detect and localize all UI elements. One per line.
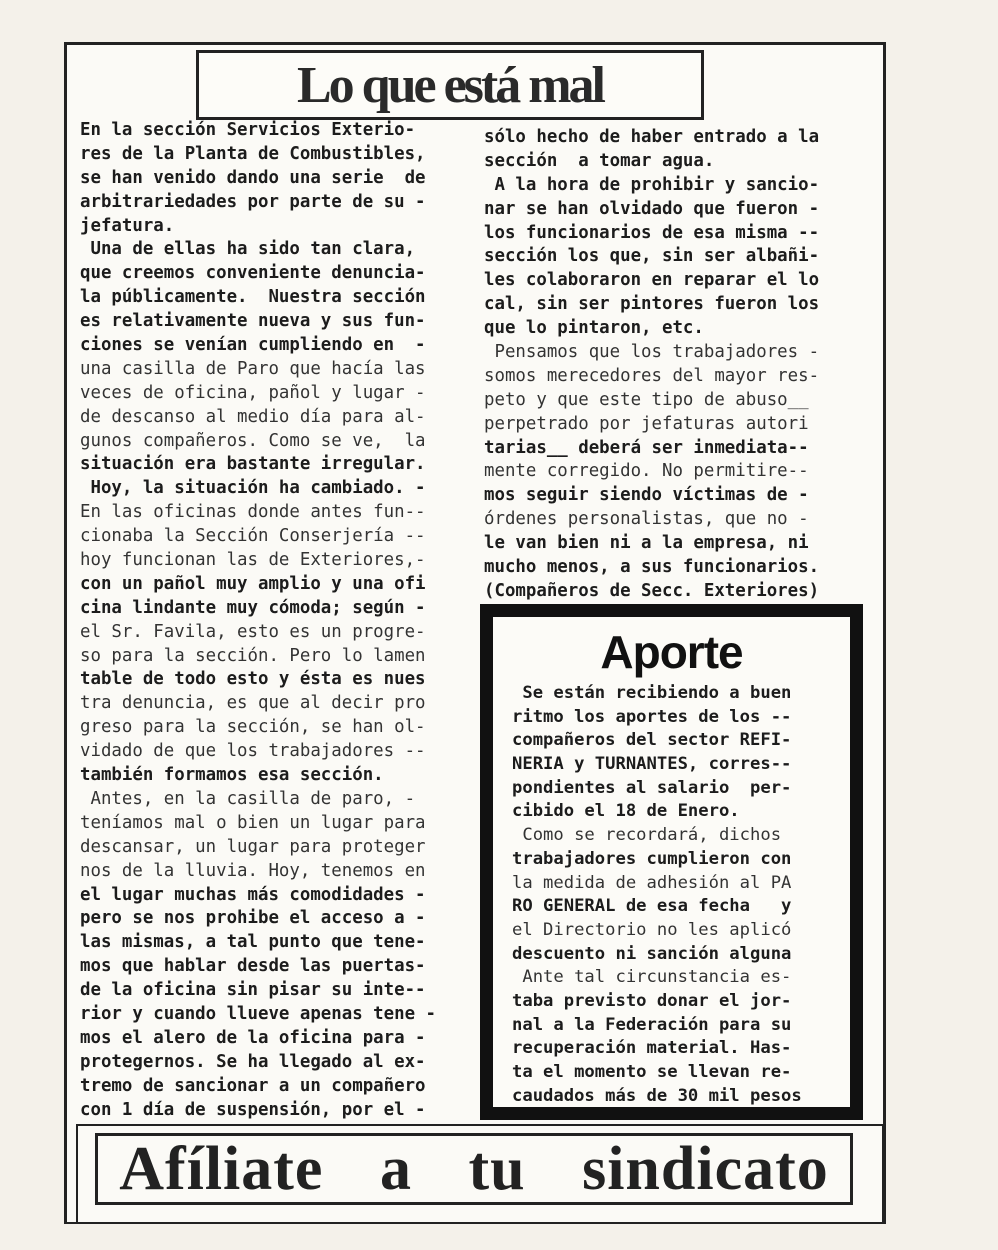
aporte-line: ta el momento se llevan re- (512, 1062, 792, 1082)
article-line: es relativamente nueva y sus fun- (80, 311, 426, 332)
aporte-line: taba previsto donar el jor- (512, 990, 792, 1011)
article-line: vidado de que los trabajadores -- (80, 741, 426, 762)
aporte-line: Como se recordará, dichos (512, 825, 782, 846)
article-line: le van bien ni a la empresa, ni (484, 533, 809, 554)
aporte-box (480, 604, 863, 1120)
article-line: cal, sin ser pintores fueron los (484, 294, 820, 315)
article-line: una casilla de Paro que hacía las (80, 358, 426, 379)
article-line: cionaba la Sección Conserjería -- (80, 526, 426, 547)
article-line: res de la Planta de Combustibles, (80, 143, 426, 164)
article-left-column (80, 119, 436, 1122)
article-line: se han venido dando una serie de (80, 167, 426, 188)
article-line: arbitrariedades por parte de su - (80, 191, 426, 212)
article-line: Antes, en la casilla de paro, - (80, 788, 416, 809)
article-line: sección a tomar agua. (484, 150, 715, 171)
aporte-line: nal a la Federación para su (512, 1014, 792, 1035)
article-line: table de todo esto y ésta es nues (80, 669, 426, 690)
footer-slogan: Afíliate a tu sindicato (119, 1134, 829, 1203)
article-line: sólo hecho de haber entrado a la (484, 127, 820, 147)
article-line: mente corregido. No permitire-- (484, 461, 809, 482)
article-line: protegernos. Se ha llegado al ex- (80, 1051, 426, 1072)
article-line: mos el alero de la oficina para - (80, 1027, 426, 1048)
title-box (196, 50, 704, 120)
article-line: nar se han olvidado que fueron - (484, 198, 820, 219)
aporte-line: recuperación material. Has- (512, 1038, 792, 1059)
article-line: les colaboraron en reparar el lo (484, 270, 820, 291)
article-line: Pensamos que los trabajadores - (484, 342, 820, 363)
article-line: de descanso al medio día para al- (80, 406, 426, 427)
article-line: rior y cuando llueve apenas tene - (80, 1003, 436, 1024)
article-line: también formamos esa sección. (80, 765, 384, 786)
article-line: tra denuncia, es que al decir pro (80, 693, 426, 714)
article-line: el Sr. Favila, esto es un progre- (80, 621, 426, 642)
aporte-title: Aporte (600, 626, 743, 678)
aporte-text (512, 682, 802, 1108)
article-line: greso para la sección, se han ol- (80, 717, 426, 738)
article-line: gunos compañeros. Como se ve, la (80, 430, 426, 451)
aporte-line: trabajadores cumplieron con (512, 848, 792, 869)
article-line: sección los que, sin ser albañi- (484, 246, 820, 267)
article-line: nos de la lluvia. Hoy, tenemos en (80, 860, 426, 881)
article-line: ciones se venían cumpliendo en - (80, 335, 426, 356)
article-line: jefatura. (80, 215, 175, 236)
aporte-line: el Directorio no les aplicó (512, 919, 792, 940)
aporte-line: descuento ni sanción alguna (512, 943, 792, 964)
article-line: mos seguir siendo víctimas de - (484, 485, 809, 506)
article-line: En la sección Servicios Exterio- (80, 120, 416, 140)
aporte-line: caudados más de 30 mil pesos (512, 1085, 802, 1106)
article-line: los funcionarios de esa misma -- (484, 222, 820, 243)
aporte-line: Se están recibiendo a buen (512, 683, 792, 703)
article-line: (Compañeros de Secc. Exteriores) (484, 580, 820, 601)
article-line: mucho menos, a sus funcionarios. (484, 557, 820, 578)
article-line: A la hora de prohibir y sancio- (484, 174, 820, 195)
aporte-line: Ante tal circunstancia es- (512, 967, 792, 988)
article-line: tarias__ deberá ser inmediata-- (484, 437, 809, 458)
article-line: que creemos conveniente denuncia- (80, 263, 426, 284)
article-line: que lo pintaron, etc. (484, 318, 704, 339)
article-right-column (484, 126, 819, 604)
aporte-line: compañeros del sector REFI- (512, 730, 792, 751)
article-line: órdenes personalistas, que no - (484, 509, 809, 530)
article-line: el lugar muchas más comodidades - (80, 884, 426, 905)
aporte-line: RO GENERAL de esa fecha y (512, 896, 792, 917)
article-line: pero se nos prohibe el acceso a - (80, 908, 426, 929)
article-line: la públicamente. Nuestra sección (80, 287, 426, 308)
article-line: somos merecedores del mayor res- (484, 365, 820, 386)
aporte-line: la medida de adhesión al PA (512, 872, 792, 893)
aporte-line: NERIA y TURNANTES, corres-- (512, 754, 792, 775)
footer-box (95, 1133, 853, 1205)
article-line: so para la sección. Pero lo lamen (80, 645, 426, 666)
article-line: veces de oficina, pañol y lugar - (80, 382, 426, 403)
article-line: con 1 día de suspensión, por el - (80, 1099, 426, 1120)
article-line: con un pañol muy amplio y una ofi (80, 573, 426, 594)
article-line: las mismas, a tal punto que tene- (80, 932, 426, 953)
aporte-line: cibido el 18 de Enero. (512, 801, 740, 822)
article-line: mos que hablar desde las puertas- (80, 956, 426, 977)
article-line: Hoy, la situación ha cambiado. - (80, 478, 426, 499)
article-line: situación era bastante irregular. (80, 454, 426, 475)
article-line: perpetrado por jefaturas autori (484, 413, 809, 434)
aporte-line: pondientes al salario per- (512, 777, 792, 798)
article-line: Una de ellas ha sido tan clara, (80, 239, 416, 260)
article-line: hoy funcionan las de Exteriores,- (80, 550, 426, 571)
article-line: teníamos mal o bien un lugar para (80, 812, 426, 833)
article-line: En las oficinas donde antes fun-- (80, 502, 426, 523)
article-line: cina lindante muy cómoda; según - (80, 597, 426, 618)
aporte-line: ritmo los aportes de los -- (512, 706, 792, 727)
article-line: peto y que este tipo de abuso__ (484, 389, 809, 410)
article-line: tremo de sancionar a un compañero (80, 1075, 426, 1096)
article-line: descansar, un lugar para proteger (80, 836, 426, 857)
article-line: de la oficina sin pisar su inte-- (80, 980, 426, 1001)
page-title: Lo que está mal (297, 56, 603, 114)
